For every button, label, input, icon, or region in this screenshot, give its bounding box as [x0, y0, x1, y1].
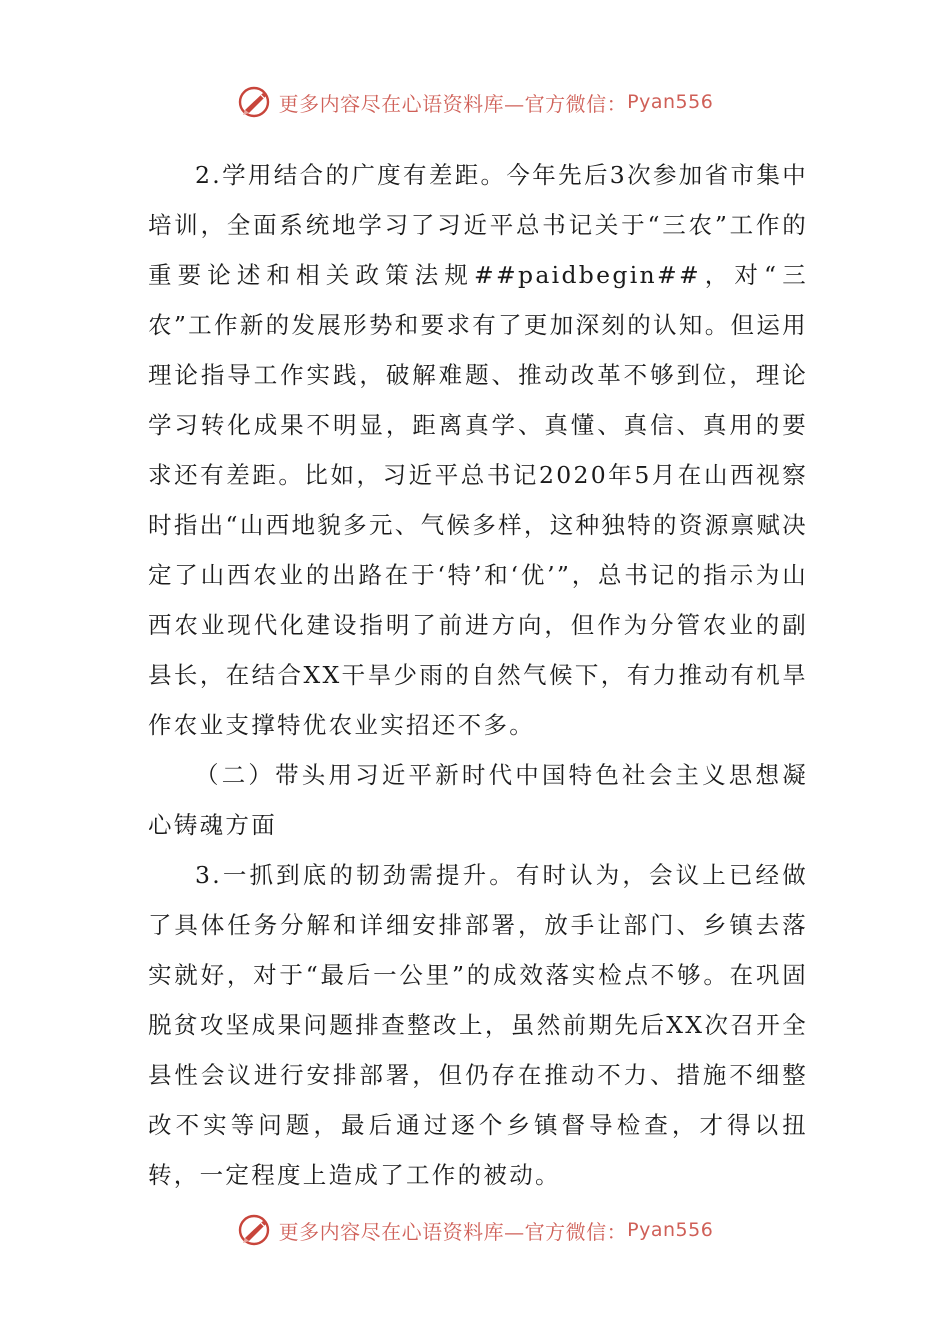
- watermark-text: 更多内容尽在心语资料库—官方微信：: [278, 91, 628, 116]
- section-heading-2: （二）带头用习近平新时代中国特色社会主义思想凝心铸魂方面: [148, 761, 808, 839]
- paragraph-item-2: 2.学用结合的广度有差距。今年先后3次参加省市集中培训，全面系统地学习了习近平总书记关于“三农”工作的重要论述和相关政策法规##paidbegin##，对“三农”工作新的发展形势和要求有了更加深刻的认知。但运用理论指导工作实践，破解难题、推动改革不够到位，理论学习转化成果不明显，距离真学、真懂、真信、真用的要求还有差距。比如，习近平总书记2020年5月在山西视察时指出“山西地貌多元、气候多样，这种独特的资源禀赋决定了山西农业的出路在于‘特’和‘优’”，总书记的指示为山西农业现代化建设指明了前进方向，但作为分管农业的副县长，在结合XX干旱少雨的自然气候下，有力推动有机旱作农业支撑特优农业实招还不多。: [148, 161, 808, 739]
- pen-logo-icon: [237, 84, 273, 120]
- paragraph-item-3: 3.一抓到底的韧劲需提升。有时认为，会议上已经做了具体任务分解和详细安排部署，放手让部门、乡镇去落实就好，对于“最后一公里”的成效落实检点不够。在巩固脱贫攻坚成果问题排查整改上，虽然前期先后XX次召开全县性会议进行安排部署，但仍存在推动不力、措施不细整改不实等问题，最后通过逐个乡镇督导检查，才得以扭转，一定程度上造成了工作的被动。: [148, 861, 808, 1189]
- watermark-handle: Pyan556: [627, 91, 714, 113]
- watermark-handle: Pyan556: [627, 1219, 714, 1241]
- watermark-text: 更多内容尽在心语资料库—官方微信：: [278, 1219, 628, 1244]
- header-watermark: [0, 82, 950, 122]
- document-body: [148, 150, 808, 1200]
- pen-logo-icon: [237, 1212, 273, 1248]
- footer-watermark: [0, 1210, 950, 1250]
